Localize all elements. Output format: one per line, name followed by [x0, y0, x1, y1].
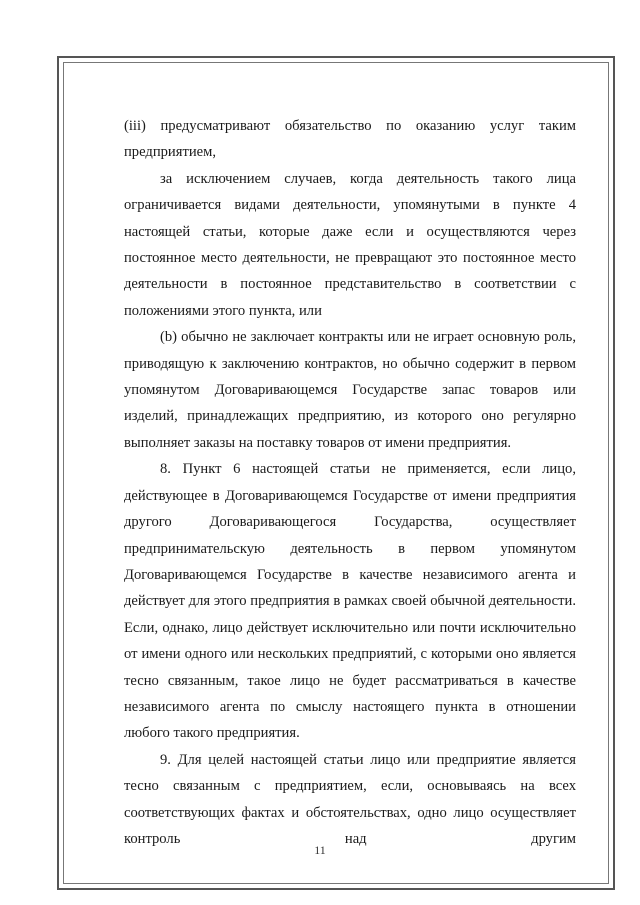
- document-body: [124, 113, 576, 852]
- paragraph-item-b: (b) обычно не заключает контракты или не играет основную роль, приводящую к заключению контрактов, но обычно содержит в первом упомянутом Договаривающемся Государстве запас товаров или изделий, принадлежащих предприятию, из которого оно регулярно выполняет заказы на поставку товаров от имени предприятия.: [124, 329, 576, 451]
- page-number: 11: [314, 843, 326, 857]
- paragraph-point-8: 8. Пункт 6 настоящей статьи не применяется, если лицо, действующее в Договаривающемся Государстве от имени предприятия другого Договаривающегося Государства, осуществляет предпринимательскую деятельность в первом упомянутом Договаривающемся Государстве в качестве независимого агента и действует для этого предприятия в рамках своей обычной деятельности. Если, однако, лицо действует исключительно или почти исключительно от имени одного или нескольких предприятий, с которыми оно является тесно связанным, такое лицо не будет рассматриваться в качестве независимого агента по смыслу настоящего пункта в отношении любого такого предприятия.: [124, 461, 576, 742]
- paragraph-exception-clause: за исключением случаев, когда деятельность такого лица ограничивается видами деятельности, упомянутыми в пункте 4 настоящей статьи, которые даже если и осуществляются через постоянное место деятельности, не превращают это постоянное место деятельности в постоянное представительство в соответствии с положениями этого пункта, или: [124, 170, 576, 319]
- paragraph-point-9: 9. Для целей настоящей статьи лицо или предприятие является тесно связанным с предприятием, если, основываясь на всех соответствующих фактах и обстоятельствах, одно лицо осуществляет контроль над другим: [124, 751, 576, 847]
- paragraph-sub-item-iii: (iii) предусматривают обязательство по оказанию услуг таким предприятием,: [124, 118, 576, 161]
